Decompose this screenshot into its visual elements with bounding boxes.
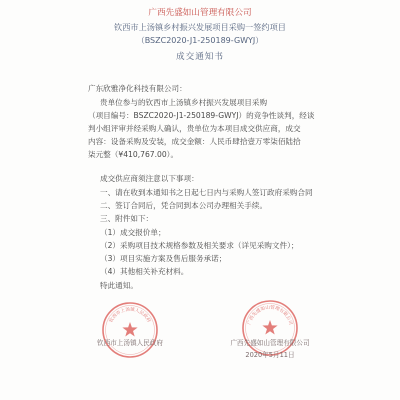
notes-intro: 成交供应商须注意以下事项： [100,174,199,183]
note-item: 一、请在收到本通知书之日起七日内与采购人签订政府采购合同 [100,188,313,197]
body-line: 内容：设备采购及安装，成交金额：人民币肆拾壹万零柒佰陆拾 [88,137,301,146]
note-item: 二、签订合同后，凭合同到本公司办理相关手续。 [100,201,268,210]
seal-lettering: 广西先盛如山管理有限公司 [247,305,293,326]
body-line: 判小组评审并经采购人确认，贵单位为本项目成交供应商，成交 [88,124,301,133]
issuer-name: 广西先盛如山管理有限公司 [148,8,252,18]
signature-date: 2020年5月11日 [245,351,295,359]
signature-agency: 广西先盛如山管理有限公司 [230,339,310,347]
body-line: 贵单位参与的钦西市上汤镇乡村振兴发展项目采购 [100,98,268,107]
note-item: 三、附件如下： [100,214,154,223]
body-line: （项目编号：BSZC2020-J1-250189-GWYJ）的竞争性谈判，经谈 [88,111,315,120]
addressee: 广东欣雅净化科技有限公司： [88,84,187,93]
closing-line: 特此通知。 [100,281,138,290]
project-name: 钦西市上汤镇乡村振兴发展项目采购一签约项目 [114,22,286,32]
attachment-item: （4）其他相关补充材料。 [100,267,189,276]
seal-left [103,303,157,357]
document-title: 成交通知书 [176,52,224,62]
seal-star-icon [262,320,277,334]
attachment-item: （1）成交报价单； [100,228,166,237]
body-line: 柒元整（¥410,767.00）。 [88,150,179,159]
seal-ring [103,303,157,357]
signature-purchaser: 钦西市上汤镇人民政府 [97,339,163,347]
seal-lettering: 钦西市上汤镇人民政府 [108,307,152,324]
seal-star-icon [122,322,137,336]
attachment-item: （3）项目实施方案及售后服务承诺； [100,254,227,263]
attachment-item: （2）采购项目技术规格参数及相关要求（详见采购文件）； [100,241,299,250]
project-code: （BSZC2020-J1-250189-GWYJ） [136,36,264,45]
